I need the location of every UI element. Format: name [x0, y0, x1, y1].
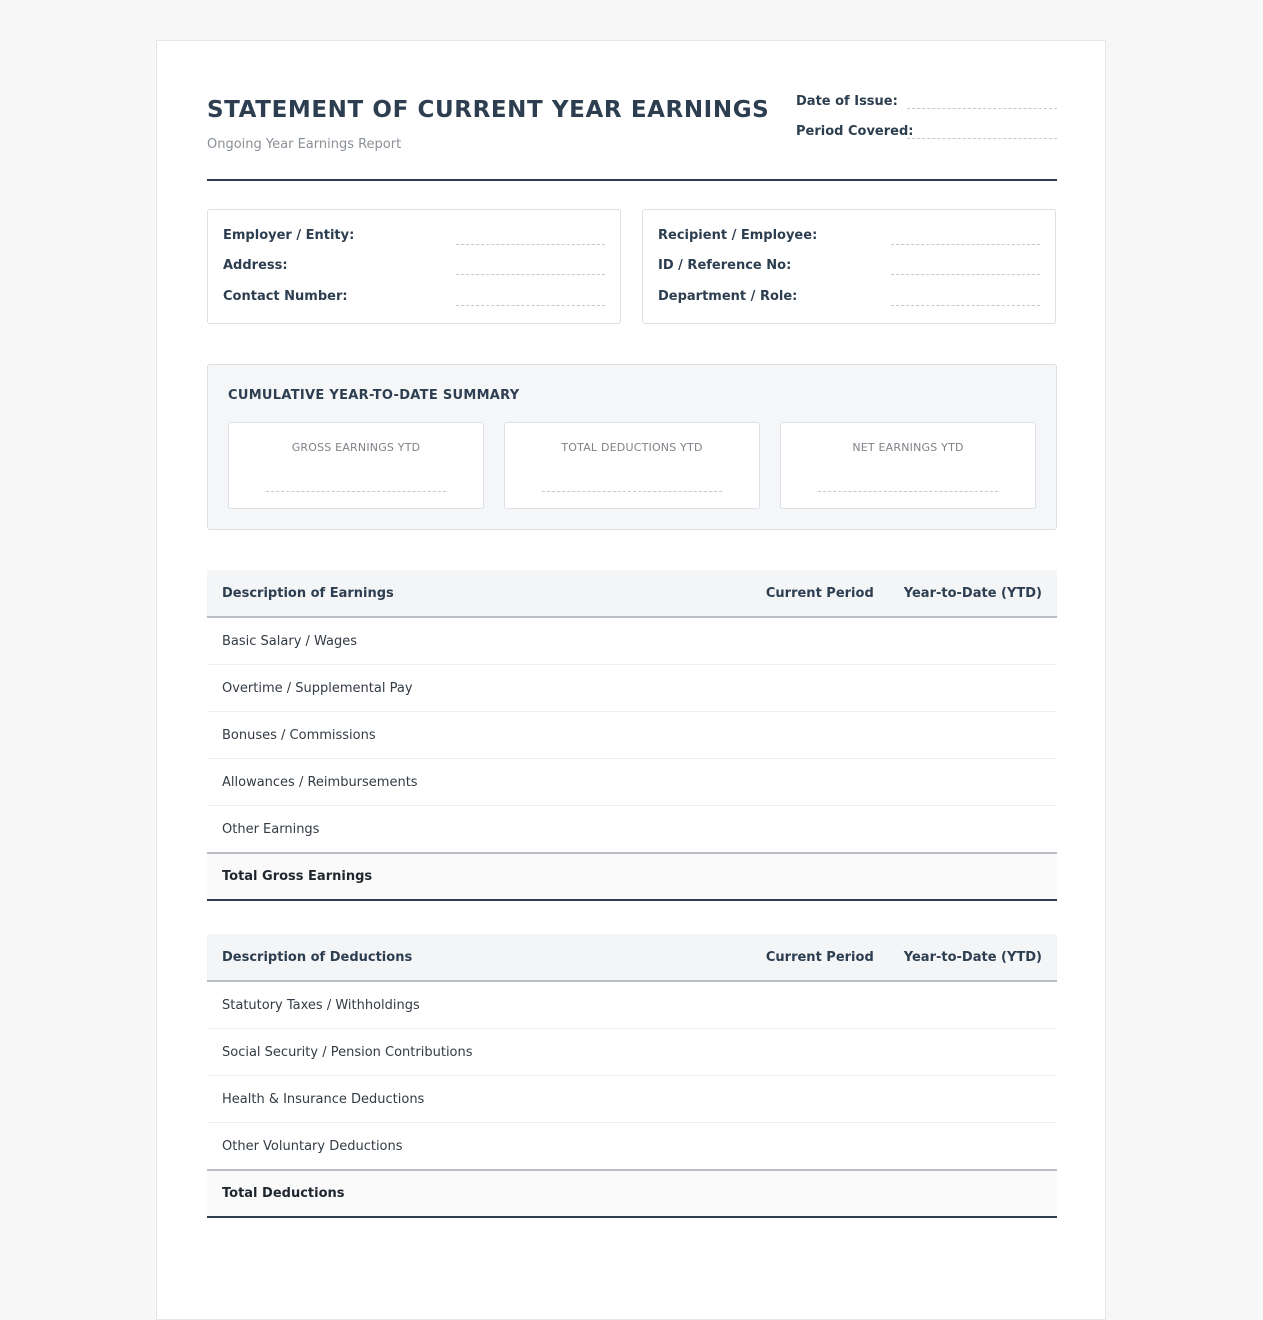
earnings-row-label: Basic Salary / Wages — [207, 617, 751, 665]
recipient-department-label: Department / Role: — [658, 289, 798, 304]
recipient-box — [642, 209, 1056, 324]
table-row — [207, 981, 1057, 1029]
total-deductions-row — [207, 1170, 1057, 1217]
date-of-issue-field[interactable] — [796, 94, 1057, 114]
current-period-cell[interactable] — [751, 1076, 889, 1123]
current-period-cell[interactable] — [751, 665, 889, 712]
earnings-ytd-header: Year-to-Date (YTD) — [889, 570, 1057, 617]
table-row — [207, 1029, 1057, 1076]
employer-box — [207, 209, 621, 324]
gross-earnings-ytd-label: GROSS EARNINGS YTD — [291, 441, 421, 454]
period-covered-line — [907, 138, 1057, 139]
earnings-row-label: Other Earnings — [207, 806, 751, 854]
earnings-current-period-header: Current Period — [751, 570, 889, 617]
employer-address-label: Address: — [223, 258, 288, 273]
total-deductions-ytd-card[interactable] — [504, 422, 760, 509]
total-deductions-label: Total Deductions — [207, 1170, 751, 1217]
deductions-header-row — [207, 934, 1057, 981]
total-current-period-cell[interactable] — [751, 853, 889, 900]
total-ytd-cell[interactable] — [889, 853, 1057, 900]
table-row — [207, 617, 1057, 665]
earnings-row-label: Allowances / Reimbursements — [207, 759, 751, 806]
deductions-current-period-header: Current Period — [751, 934, 889, 981]
employer-address-field[interactable] — [223, 258, 605, 278]
current-period-cell[interactable] — [751, 806, 889, 854]
period-covered-label: Period Covered: — [796, 124, 914, 139]
gross-earnings-ytd-line — [266, 491, 446, 492]
earnings-row-label: Overtime / Supplemental Pay — [207, 665, 751, 712]
recipient-id-line — [891, 274, 1040, 275]
ytd-cell[interactable] — [889, 1029, 1057, 1076]
current-period-cell[interactable] — [751, 712, 889, 759]
employer-contact-field[interactable] — [223, 289, 605, 309]
gross-earnings-ytd-card[interactable] — [228, 422, 484, 509]
employer-contact-line — [456, 305, 605, 306]
recipient-employee-label: Recipient / Employee: — [658, 228, 818, 243]
net-earnings-ytd-line — [818, 491, 998, 492]
table-row — [207, 1123, 1057, 1171]
ytd-cell[interactable] — [889, 617, 1057, 665]
ytd-cell[interactable] — [889, 1076, 1057, 1123]
table-row — [207, 759, 1057, 806]
earnings-row-label: Bonuses / Commissions — [207, 712, 751, 759]
ytd-cell[interactable] — [889, 806, 1057, 854]
deductions-table — [207, 934, 1057, 1218]
document-subtitle: Ongoing Year Earnings Report — [207, 137, 402, 152]
total-gross-earnings-label: Total Gross Earnings — [207, 853, 751, 900]
current-period-cell[interactable] — [751, 981, 889, 1029]
recipient-department-field[interactable] — [658, 289, 1040, 309]
total-current-period-cell[interactable] — [751, 1170, 889, 1217]
deductions-row-label: Other Voluntary Deductions — [207, 1123, 751, 1171]
ytd-summary-title: CUMULATIVE YEAR-TO-DATE SUMMARY — [228, 388, 520, 403]
deductions-description-header: Description of Deductions — [207, 934, 751, 981]
net-earnings-ytd-label: NET EARNINGS YTD — [852, 441, 964, 454]
deductions-row-label: Social Security / Pension Contributions — [207, 1029, 751, 1076]
document-header — [207, 41, 1057, 181]
deductions-ytd-header: Year-to-Date (YTD) — [889, 934, 1057, 981]
statement-page — [156, 40, 1106, 1320]
date-of-issue-label: Date of Issue: — [796, 94, 898, 109]
earnings-header-row — [207, 570, 1057, 617]
total-deductions-ytd-line — [542, 491, 722, 492]
table-row — [207, 806, 1057, 854]
document-title: STATEMENT OF CURRENT YEAR EARNINGS — [207, 97, 770, 123]
ytd-summary-panel — [207, 364, 1057, 530]
current-period-cell[interactable] — [751, 617, 889, 665]
current-period-cell[interactable] — [751, 1029, 889, 1076]
recipient-id-field[interactable] — [658, 258, 1040, 278]
employer-contact-label: Contact Number: — [223, 289, 348, 304]
current-period-cell[interactable] — [751, 1123, 889, 1171]
total-ytd-cell[interactable] — [889, 1170, 1057, 1217]
net-earnings-ytd-card[interactable] — [780, 422, 1036, 509]
recipient-id-label: ID / Reference No: — [658, 258, 792, 273]
deductions-row-label: Statutory Taxes / Withholdings — [207, 981, 751, 1029]
ytd-cell[interactable] — [889, 759, 1057, 806]
recipient-employee-field[interactable] — [658, 228, 1040, 248]
earnings-description-header: Description of Earnings — [207, 570, 751, 617]
employer-entity-line — [456, 244, 605, 245]
table-row — [207, 665, 1057, 712]
deductions-row-label: Health & Insurance Deductions — [207, 1076, 751, 1123]
table-row — [207, 712, 1057, 759]
total-gross-earnings-row — [207, 853, 1057, 900]
date-of-issue-line — [907, 108, 1057, 109]
employer-address-line — [456, 274, 605, 275]
employer-entity-label: Employer / Entity: — [223, 228, 355, 243]
employer-entity-field[interactable] — [223, 228, 605, 248]
total-deductions-ytd-label: TOTAL DEDUCTIONS YTD — [561, 441, 703, 454]
ytd-cell[interactable] — [889, 712, 1057, 759]
ytd-cell[interactable] — [889, 665, 1057, 712]
ytd-cell[interactable] — [889, 1123, 1057, 1171]
period-covered-field[interactable] — [796, 124, 1057, 144]
current-period-cell[interactable] — [751, 759, 889, 806]
recipient-department-line — [891, 305, 1040, 306]
ytd-cell[interactable] — [889, 981, 1057, 1029]
recipient-employee-line — [891, 244, 1040, 245]
table-row — [207, 1076, 1057, 1123]
earnings-table — [207, 570, 1057, 901]
